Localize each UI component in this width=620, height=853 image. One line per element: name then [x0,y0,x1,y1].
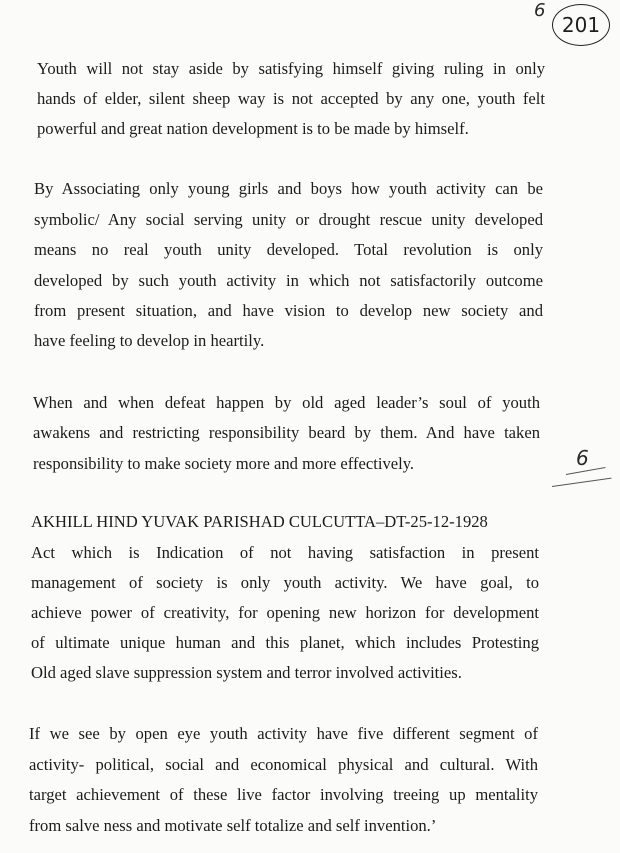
text-line: hands of elder, silent sheep way is not accepted by any one, youth felt [37,89,545,108]
text-line: achieve power of creativity, for opening new horizon for development [31,603,539,622]
text-line: By Associating only young girls and boys how youth activity can be [34,179,543,198]
page-number: 201 [561,13,601,37]
text-line: awakens and restricting responsibility beard by them. And have taken [33,423,540,442]
text-line: If we see by open eye youth activity have five different segment of [29,724,538,743]
text-line: from present situation, and have vision to develop new society and [34,301,543,320]
text-line: symbolic/ Any social serving unity or drought rescue unity developed [34,210,543,229]
page-number-stamp [552,4,610,46]
text-line: powerful and great nation development is to be made by himself. [37,119,469,138]
text-line: AKHILL HIND YUVAK PARISHAD CULCUTTA–DT-25-12-1928 [31,512,488,531]
text-line: of ultimate unique human and this planet, which includes Protesting [31,633,539,652]
handwritten-mark: 6 [534,0,546,21]
text-line: target achievement of these live factor involving treeing up mentality [29,785,538,804]
margin-stroke [552,478,612,487]
text-line: Old aged slave suppression system and terror involved activities. [31,663,462,682]
text-line: from salve ness and motivate self totalize and self invention.’ [29,816,437,835]
text-line: activity- political, social and economical physical and cultural. With [29,755,538,774]
text-line: Youth will not stay aside by satisfying himself giving ruling in only [37,59,545,78]
text-line: have feeling to develop in heartily. [34,331,265,350]
text-line: responsibility to make society more and more effectively. [33,454,415,473]
text-line: management of society is only youth activity. We have goal, to [31,573,539,592]
text-line: developed by such youth activity in which not satisfactorily outcome [34,271,543,290]
text-line: Act which is Indication of not having satisfaction in present [31,543,539,562]
text-line: means no real youth unity developed. Total revolution is only [34,240,543,259]
margin-note: 6 [576,446,589,470]
text-line: When and when defeat happen by old aged leader’s soul of youth [33,393,540,412]
